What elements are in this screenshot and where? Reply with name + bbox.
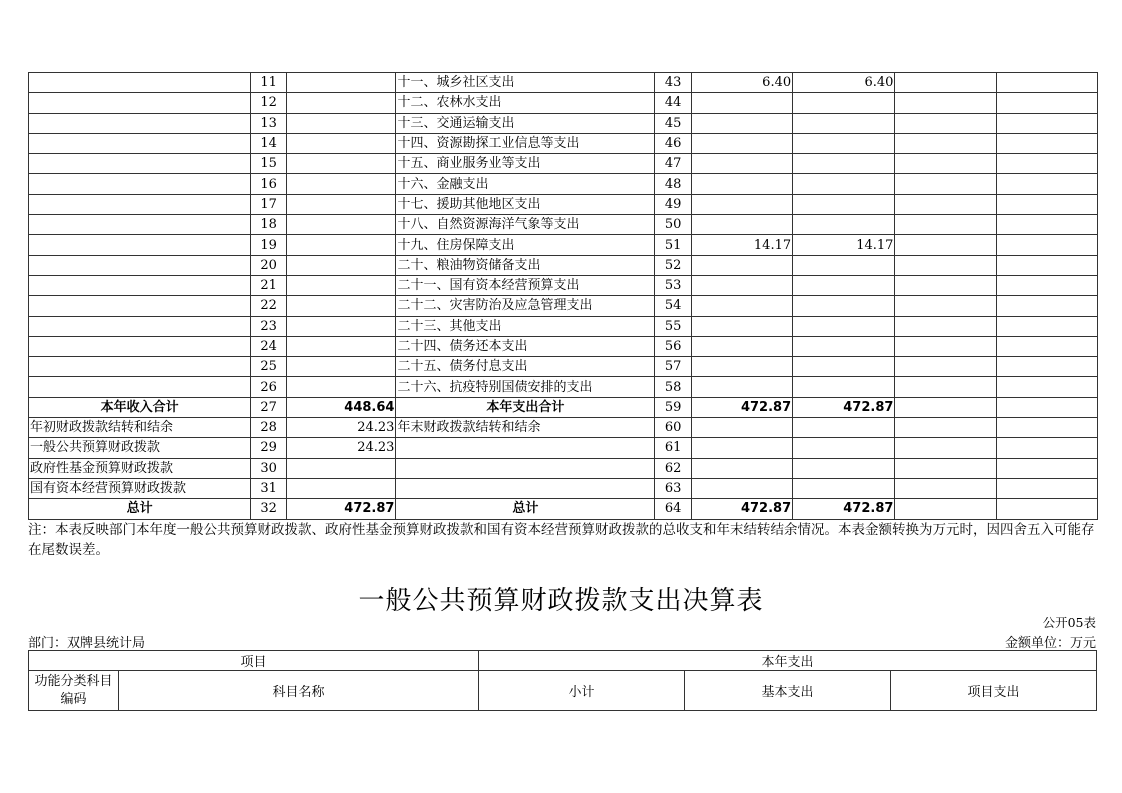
expense-capital <box>996 336 1097 356</box>
budget-table <box>28 72 1098 520</box>
col-subtotal: 小计 <box>479 671 685 711</box>
line-number: 47 <box>655 154 692 174</box>
expense-fund <box>895 275 996 295</box>
expense-item: 十九、住房保障支出 <box>396 235 655 255</box>
expense-fund <box>895 458 996 478</box>
row-label <box>29 194 251 214</box>
expense-item: 年末财政拨款结转和结余 <box>396 418 655 438</box>
expense-capital <box>996 275 1097 295</box>
row-label: 本年收入合计 <box>29 397 251 417</box>
row-seq: 30 <box>251 458 286 478</box>
expense-fund <box>895 357 996 377</box>
expense-capital <box>996 93 1097 113</box>
expense-general <box>793 133 895 153</box>
expense-total <box>691 336 792 356</box>
department-label: 部门：双牌县统计局 <box>28 636 146 651</box>
table-row <box>29 154 1098 174</box>
expense-general <box>793 174 895 194</box>
expense-item: 十一、城乡社区支出 <box>396 73 655 93</box>
table-row <box>29 296 1098 316</box>
row-label <box>29 255 251 275</box>
line-number: 62 <box>655 458 692 478</box>
income-amount <box>286 296 396 316</box>
expense-capital <box>996 458 1097 478</box>
income-amount <box>286 154 396 174</box>
row-seq: 24 <box>251 336 286 356</box>
expense-fund <box>895 154 996 174</box>
expense-capital <box>996 133 1097 153</box>
expense-item: 十二、农林水支出 <box>396 93 655 113</box>
row-seq: 12 <box>251 93 286 113</box>
expense-fund <box>895 418 996 438</box>
row-seq: 15 <box>251 154 286 174</box>
line-number: 49 <box>655 194 692 214</box>
expense-total <box>691 275 792 295</box>
line-number: 60 <box>655 418 692 438</box>
table-row <box>29 215 1098 235</box>
expense-capital <box>996 194 1097 214</box>
row-label <box>29 73 251 93</box>
line-number: 48 <box>655 174 692 194</box>
expense-fund <box>895 478 996 498</box>
row-label <box>29 133 251 153</box>
income-amount <box>286 316 396 336</box>
expense-general <box>793 93 895 113</box>
expense-fund <box>895 73 996 93</box>
expense-general <box>793 296 895 316</box>
expense-total: 6.40 <box>691 73 792 93</box>
row-label <box>29 154 251 174</box>
expense-item: 十五、商业服务业等支出 <box>396 154 655 174</box>
expense-capital <box>996 174 1097 194</box>
income-amount <box>286 336 396 356</box>
income-amount <box>286 215 396 235</box>
expense-item: 二十三、其他支出 <box>396 316 655 336</box>
row-label <box>29 275 251 295</box>
row-label: 政府性基金预算财政拨款 <box>29 458 251 478</box>
income-amount <box>286 458 396 478</box>
row-label: 国有资本经营预算财政拨款 <box>29 478 251 498</box>
expense-item <box>396 478 655 498</box>
expense-item: 二十一、国有资本经营预算支出 <box>396 275 655 295</box>
row-seq: 26 <box>251 377 286 397</box>
table-row <box>29 113 1098 133</box>
expense-capital <box>996 377 1097 397</box>
expense-item: 二十、粮油物资储备支出 <box>396 255 655 275</box>
line-number: 58 <box>655 377 692 397</box>
expense-item: 本年支出合计 <box>396 397 655 417</box>
expense-fund <box>895 215 996 235</box>
row-seq: 23 <box>251 316 286 336</box>
expense-item: 二十四、债务还本支出 <box>396 336 655 356</box>
line-number: 50 <box>655 215 692 235</box>
income-amount <box>286 73 396 93</box>
expense-item: 二十五、债务付息支出 <box>396 357 655 377</box>
expense-capital <box>996 154 1097 174</box>
expense-general <box>793 357 895 377</box>
row-seq: 13 <box>251 113 286 133</box>
row-label <box>29 113 251 133</box>
income-amount <box>286 275 396 295</box>
page-title: 一般公共预算财政拨款支出决算表 <box>358 586 764 616</box>
expense-fund <box>895 194 996 214</box>
line-number: 53 <box>655 275 692 295</box>
row-seq: 32 <box>251 499 286 519</box>
table-row <box>29 174 1098 194</box>
row-label <box>29 336 251 356</box>
row-seq: 29 <box>251 438 286 458</box>
expense-fund <box>895 499 996 519</box>
unit-label: 金额单位：万元 <box>1004 636 1096 651</box>
row-label <box>29 357 251 377</box>
expense-total <box>691 154 792 174</box>
col-project: 项目支出 <box>891 671 1097 711</box>
line-number: 51 <box>655 235 692 255</box>
expense-fund <box>895 377 996 397</box>
expense-total <box>691 215 792 235</box>
line-number: 43 <box>655 73 692 93</box>
income-amount: 24.23 <box>286 438 396 458</box>
expense-item: 十六、金融支出 <box>396 174 655 194</box>
line-number: 63 <box>655 478 692 498</box>
header-current-year: 本年支出 <box>479 651 1097 671</box>
line-number: 64 <box>655 499 692 519</box>
table-row <box>29 73 1098 93</box>
expense-total <box>691 438 792 458</box>
expense-general: 6.40 <box>793 73 895 93</box>
income-amount <box>286 194 396 214</box>
expense-general <box>793 336 895 356</box>
income-amount <box>286 133 396 153</box>
expense-item <box>396 458 655 478</box>
expense-total <box>691 296 792 316</box>
line-number: 59 <box>655 397 692 417</box>
expense-fund <box>895 255 996 275</box>
expense-capital <box>996 296 1097 316</box>
col-basic: 基本支出 <box>685 671 891 711</box>
expense-general <box>793 478 895 498</box>
row-seq: 31 <box>251 478 286 498</box>
income-amount <box>286 113 396 133</box>
expense-item: 十七、援助其他地区支出 <box>396 194 655 214</box>
line-number: 46 <box>655 133 692 153</box>
income-amount <box>286 93 396 113</box>
expense-total <box>691 418 792 438</box>
table-row <box>29 357 1098 377</box>
expense-capital <box>996 478 1097 498</box>
table-row <box>29 438 1098 458</box>
expense-total <box>691 357 792 377</box>
col-name: 科目名称 <box>119 671 479 711</box>
row-seq: 21 <box>251 275 286 295</box>
row-seq: 27 <box>251 397 286 417</box>
table-row <box>29 499 1098 519</box>
row-label <box>29 93 251 113</box>
line-number: 55 <box>655 316 692 336</box>
expense-general <box>793 275 895 295</box>
expense-total <box>691 377 792 397</box>
table-row <box>29 235 1098 255</box>
table-row <box>29 194 1098 214</box>
expense-general <box>793 458 895 478</box>
expense-general <box>793 377 895 397</box>
row-label <box>29 296 251 316</box>
expense-general: 472.87 <box>793 397 895 417</box>
income-amount <box>286 235 396 255</box>
expense-total <box>691 113 792 133</box>
expense-total <box>691 316 792 336</box>
expense-total: 14.17 <box>691 235 792 255</box>
row-label <box>29 377 251 397</box>
expense-capital <box>996 215 1097 235</box>
row-seq: 25 <box>251 357 286 377</box>
row-seq: 28 <box>251 418 286 438</box>
expense-total <box>691 478 792 498</box>
expense-total: 472.87 <box>691 397 792 417</box>
expense-capital <box>996 255 1097 275</box>
expense-capital <box>996 357 1097 377</box>
income-amount: 472.87 <box>286 499 396 519</box>
row-label: 一般公共预算财政拨款 <box>29 438 251 458</box>
expense-total: 472.87 <box>691 499 792 519</box>
expense-total <box>691 458 792 478</box>
expense-fund <box>895 397 996 417</box>
line-number: 54 <box>655 296 692 316</box>
row-seq: 17 <box>251 194 286 214</box>
expense-general <box>793 316 895 336</box>
table-row <box>29 316 1098 336</box>
expense-fund <box>895 316 996 336</box>
expense-capital <box>996 438 1097 458</box>
table-row <box>29 397 1098 417</box>
row-label <box>29 316 251 336</box>
income-amount <box>286 255 396 275</box>
line-number: 61 <box>655 438 692 458</box>
expense-fund <box>895 93 996 113</box>
expense-general: 14.17 <box>793 235 895 255</box>
expense-item: 十八、自然资源海洋气象等支出 <box>396 215 655 235</box>
expense-general <box>793 438 895 458</box>
row-seq: 20 <box>251 255 286 275</box>
expense-total <box>691 174 792 194</box>
table-row <box>29 458 1098 478</box>
expense-total <box>691 133 792 153</box>
line-number: 52 <box>655 255 692 275</box>
expense-general <box>793 255 895 275</box>
expense-capital <box>996 73 1097 93</box>
table-row <box>29 336 1098 356</box>
row-label: 总计 <box>29 499 251 519</box>
line-number: 44 <box>655 93 692 113</box>
expense-capital <box>996 113 1097 133</box>
expense-capital <box>996 316 1097 336</box>
form-tag: 公开05表 <box>1042 615 1096 630</box>
expense-general <box>793 215 895 235</box>
expense-item: 二十六、抗疫特别国债安排的支出 <box>396 377 655 397</box>
table-row <box>29 133 1098 153</box>
expense-capital <box>996 235 1097 255</box>
expense-general <box>793 194 895 214</box>
row-label <box>29 174 251 194</box>
expense-fund <box>895 296 996 316</box>
row-seq: 18 <box>251 215 286 235</box>
expense-item: 十三、交通运输支出 <box>396 113 655 133</box>
expense-capital <box>996 499 1097 519</box>
income-amount <box>286 377 396 397</box>
line-number: 57 <box>655 357 692 377</box>
expense-general: 472.87 <box>793 499 895 519</box>
table-row <box>29 93 1098 113</box>
expense-total <box>691 255 792 275</box>
line-number: 45 <box>655 113 692 133</box>
row-label <box>29 235 251 255</box>
header-item: 项目 <box>29 651 479 671</box>
row-seq: 16 <box>251 174 286 194</box>
expense-general <box>793 113 895 133</box>
row-seq: 19 <box>251 235 286 255</box>
expense-fund <box>895 113 996 133</box>
expense-item: 总计 <box>396 499 655 519</box>
row-label <box>29 215 251 235</box>
income-amount <box>286 478 396 498</box>
line-number: 56 <box>655 336 692 356</box>
expense-fund <box>895 174 996 194</box>
income-amount <box>286 174 396 194</box>
expense-fund <box>895 336 996 356</box>
expense-total <box>691 194 792 214</box>
table-row <box>29 377 1098 397</box>
col-code: 功能分类科目编码 <box>29 671 119 711</box>
row-seq: 22 <box>251 296 286 316</box>
income-amount: 24.23 <box>286 418 396 438</box>
expense-fund <box>895 438 996 458</box>
row-seq: 11 <box>251 73 286 93</box>
row-label: 年初财政拨款结转和结余 <box>29 418 251 438</box>
expense-total <box>691 93 792 113</box>
table-row <box>29 275 1098 295</box>
income-amount: 448.64 <box>286 397 396 417</box>
expense-fund <box>895 133 996 153</box>
expense-capital <box>996 397 1097 417</box>
row-seq: 14 <box>251 133 286 153</box>
expense-item <box>396 438 655 458</box>
expense-general <box>793 154 895 174</box>
expense-capital <box>996 418 1097 438</box>
table-row <box>29 478 1098 498</box>
table-row <box>29 255 1098 275</box>
expense-fund <box>895 235 996 255</box>
expense-general <box>793 418 895 438</box>
expenditure-table-header <box>28 650 1097 711</box>
expense-item: 十四、资源勘探工业信息等支出 <box>396 133 655 153</box>
expense-item: 二十二、灾害防治及应急管理支出 <box>396 296 655 316</box>
table-note: 注：本表反映部门本年度一般公共预算财政拨款、政府性基金预算财政拨款和国有资本经营预算财政拨款的总收支和年末结转结余情况。本表金额转换为万元时，因四舍五入可能存在尾数误差。 <box>28 522 1095 558</box>
table-row <box>29 418 1098 438</box>
income-amount <box>286 357 396 377</box>
